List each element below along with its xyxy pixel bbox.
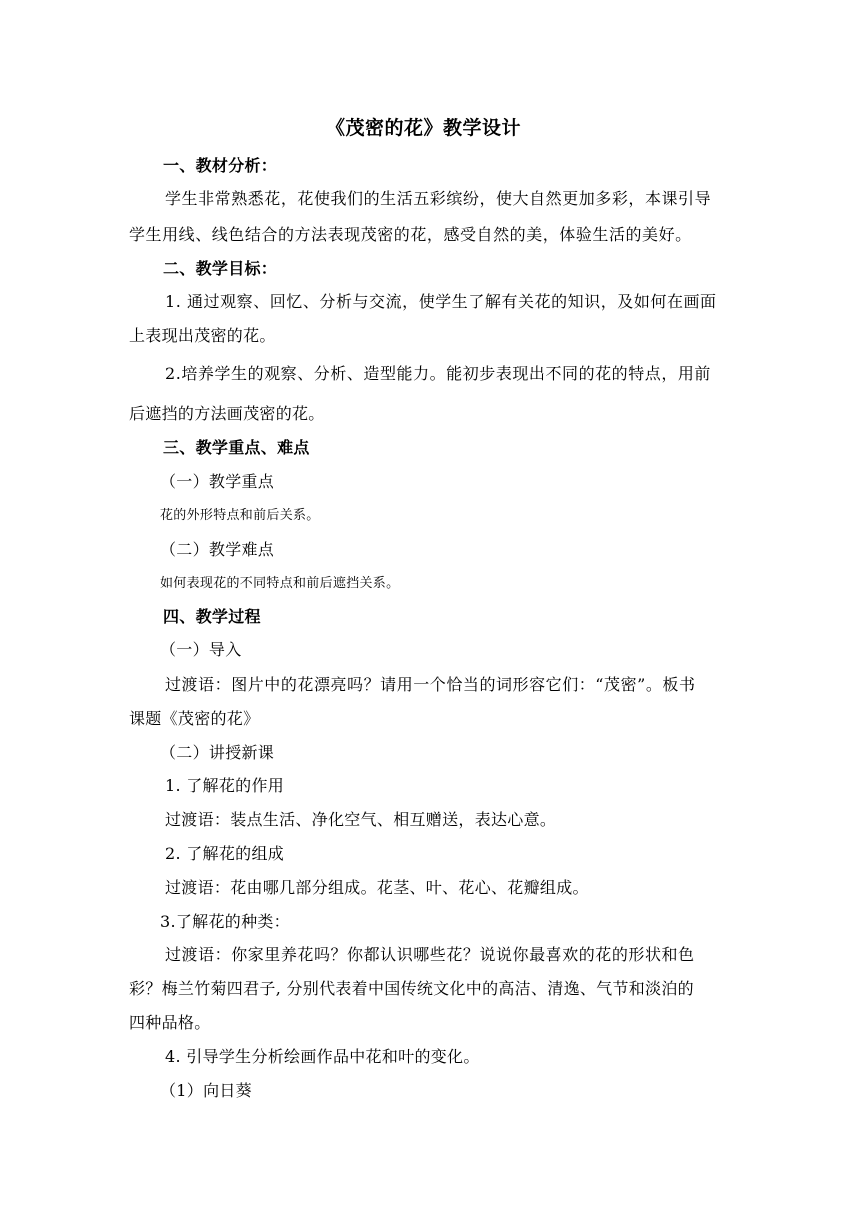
- goal-1-line: 上表现出茂密的花。: [129, 326, 276, 345]
- step-1-text: 过渡语：装点生活、净化空气、相互赠送，表达心意。: [165, 810, 557, 829]
- step-2-text: 过渡语：花由哪几部分组成。花茎、叶、花心、花瓣组成。: [165, 878, 589, 897]
- intro-label: （一）导入: [160, 640, 242, 659]
- key-point-label: （一）教学重点: [160, 472, 275, 491]
- intro-text-line: 课题《茂密的花》: [129, 709, 260, 728]
- step-2-title: 2. 了解花的组成: [165, 844, 285, 863]
- section-heading-goals: 二、教学目标：: [163, 259, 278, 278]
- section-heading-materials: 一、教材分析：: [163, 156, 278, 175]
- step-3-text-line: 过渡语：你家里养花吗？你都认识哪些花？说说你最喜欢的花的形状和色: [165, 945, 695, 964]
- step-3-text-line: 彩？梅兰竹菊四君子, 分别代表着中国传统文化中的高洁、清逸、气节和淡泊的: [129, 979, 694, 998]
- materials-paragraph-line: 学生用线、线色结合的方法表现茂密的花，感受自然的美，体验生活的美好。: [129, 225, 692, 244]
- intro-text-line: 过渡语：图片中的花漂亮吗？请用一个恰当的词形容它们：“茂密”。板书: [165, 675, 696, 694]
- section-heading-process: 四、教学过程: [163, 607, 261, 626]
- sub-item-sunflower: （1）向日葵: [160, 1081, 252, 1100]
- step-3-text-line: 四种品格。: [129, 1013, 211, 1032]
- key-point-text: 花的外形特点和前后关系。: [160, 508, 320, 523]
- new-lesson-label: （二）讲授新课: [160, 743, 275, 762]
- step-4-title: 4. 引导学生分析绘画作品中花和叶的变化。: [165, 1047, 480, 1066]
- goal-2-line: 后遮挡的方法画茂密的花。: [129, 404, 325, 423]
- document-title: 《茂密的花》教学设计: [326, 117, 522, 139]
- section-heading-key-points: 三、教学重点、难点: [163, 438, 310, 457]
- step-1-title: 1. 了解花的作用: [165, 776, 285, 795]
- materials-paragraph-line: 学生非常熟悉花，花使我们的生活五彩缤纷，使大自然更加多彩，本课引导: [165, 189, 712, 208]
- difficult-point-label: （二）教学难点: [160, 540, 275, 559]
- difficult-point-text: 如何表现花的不同特点和前后遮挡关系。: [160, 576, 400, 591]
- step-3-title: 3.了解花的种类：: [160, 912, 290, 931]
- goal-1-line: 1. 通过观察、回忆、分析与交流，使学生了解有关花的知识，及如何在画面: [165, 292, 717, 311]
- goal-2-line: 2.培养学生的观察、分析、造型能力。能初步表现出不同的花的特点，用前: [165, 364, 711, 383]
